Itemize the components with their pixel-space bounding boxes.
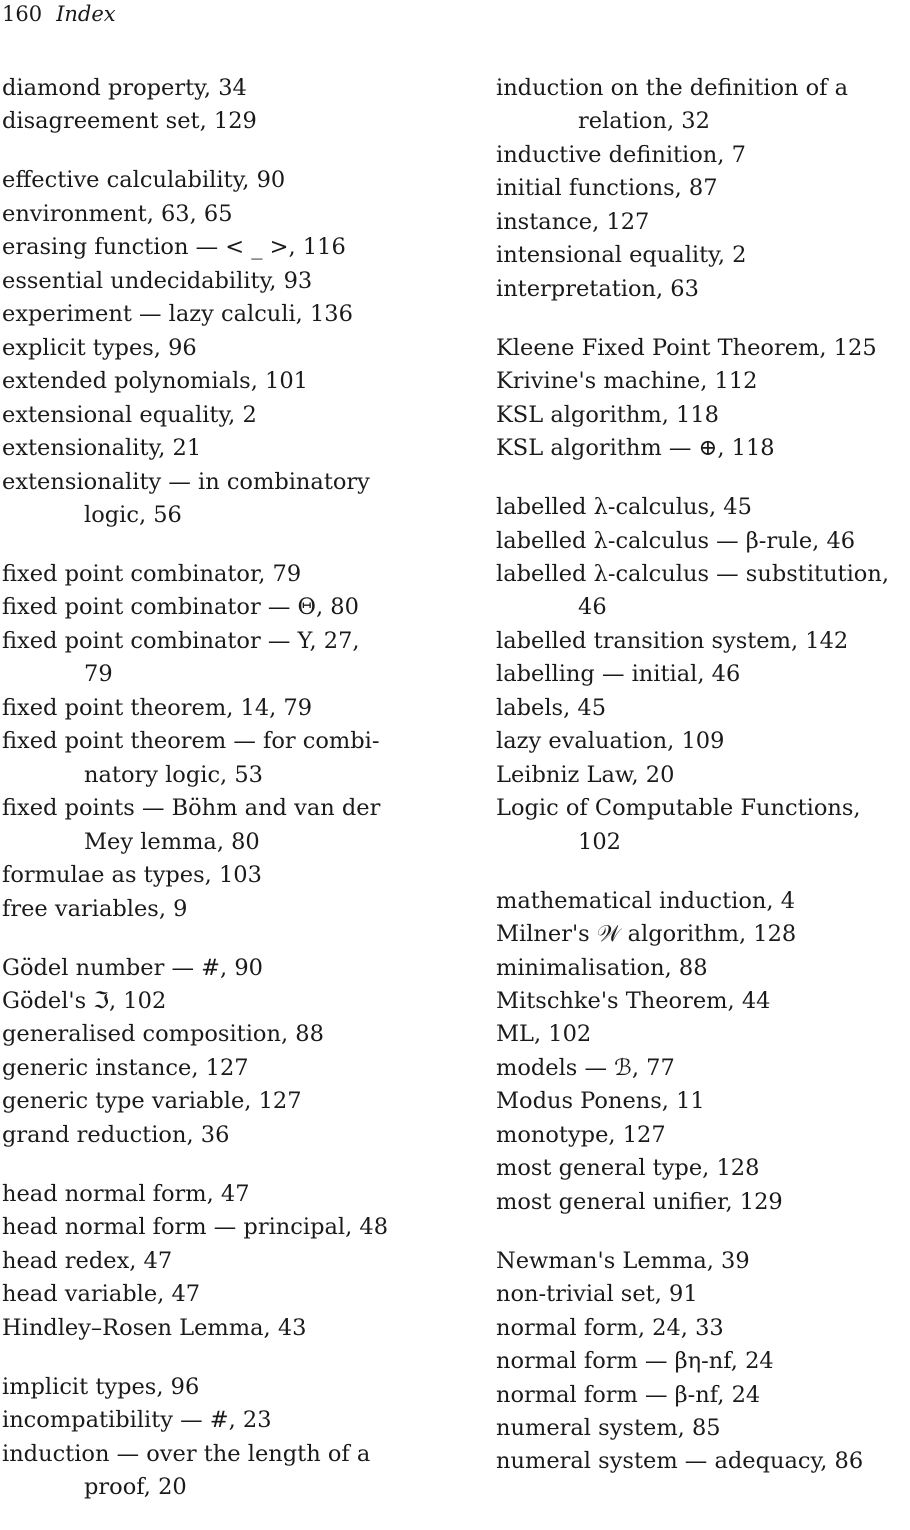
index-entry-continuation: 79	[84, 661, 113, 688]
index-letter-group	[2, 72, 402, 139]
index-entry	[2, 298, 402, 331]
index-entry-continuation: relation, 32	[578, 108, 710, 135]
index-entry	[2, 105, 402, 138]
index-entry-term: fixed point combinator — Y, 27,	[2, 627, 360, 654]
index-entry	[496, 1412, 910, 1445]
index-entry-term: fixed points — Böhm and van der	[2, 795, 381, 822]
index-entry-term: formulae as types, 103	[2, 862, 262, 889]
index-letter-group	[496, 72, 910, 306]
index-entry	[2, 72, 402, 105]
index-entry-term: experiment — lazy calculi, 136	[2, 301, 353, 328]
index-entry	[496, 1052, 910, 1085]
index-entry-term: Krivine's machine, 112	[496, 368, 758, 395]
index-entry-term: head normal form — principal, 48	[2, 1214, 389, 1241]
index-entry-term: induction on the definition of a	[496, 75, 849, 101]
index-entry	[496, 725, 910, 758]
index-entry	[2, 625, 402, 692]
index-entry-continuation: natory logic, 53	[84, 761, 263, 788]
index-letter-group	[2, 164, 402, 532]
index-entry	[496, 1119, 910, 1152]
index-entry	[496, 206, 910, 239]
index-entry	[2, 365, 402, 398]
index-entry	[2, 859, 402, 892]
index-entry	[2, 1404, 402, 1437]
index-entry	[2, 558, 402, 591]
index-entry	[2, 1278, 402, 1311]
index-entry	[2, 1119, 402, 1152]
index-entry-continuation: proof, 20	[84, 1473, 187, 1500]
index-entry-term: normal form, 24, 33	[496, 1314, 724, 1341]
index-entry	[496, 1245, 910, 1278]
index-entry-continuation: 102	[578, 828, 621, 855]
index-entry	[2, 1312, 402, 1345]
index-letter-group	[496, 491, 910, 859]
index-entry-continuation: Mey lemma, 80	[84, 828, 260, 855]
index-letter-group	[2, 1178, 402, 1345]
index-entry	[2, 432, 402, 465]
index-entry	[496, 72, 910, 139]
index-entry-term: disagreement set, 129	[2, 108, 257, 135]
index-entry-term: free variables, 9	[2, 895, 188, 922]
index-entry	[496, 1379, 910, 1412]
index-entry-term: labelled λ-calculus — substitution,	[496, 560, 889, 587]
index-entry-term: most general unifier, 129	[496, 1188, 783, 1215]
index-entry-term: implicit types, 96	[2, 1373, 200, 1400]
index-entry-term: head normal form, 47	[2, 1180, 250, 1207]
index-entry-term: essential undecidability, 93	[2, 267, 313, 294]
index-entry	[496, 952, 910, 985]
index-column-right	[496, 72, 910, 1504]
index-entry	[496, 432, 910, 465]
index-entry-term: initial functions, 87	[496, 175, 718, 202]
index-entry	[496, 525, 910, 558]
index-entry-term: Milner's 𝒲 algorithm, 128	[496, 921, 797, 948]
index-letter-group	[496, 332, 910, 466]
index-letter-group	[496, 885, 910, 1220]
index-entry-term: generic instance, 127	[2, 1054, 249, 1081]
index-entry-continuation: logic, 56	[84, 501, 182, 528]
index-entry	[2, 399, 402, 432]
index-entry-term: fixed point theorem, 14, 79	[2, 694, 313, 721]
index-entry-term: environment, 63, 65	[2, 200, 233, 227]
index-entry	[496, 985, 910, 1018]
index-entry	[496, 918, 910, 951]
index-entry	[496, 692, 910, 725]
index-entry-term: labelled λ-calculus — β-rule, 46	[496, 527, 856, 554]
index-entry-term: normal form — βη-nf, 24	[496, 1348, 774, 1375]
index-entry	[496, 1345, 910, 1378]
index-entry	[2, 466, 402, 533]
index-entry	[2, 1018, 402, 1051]
index-entry	[2, 1371, 402, 1404]
running-title: Index	[56, 2, 116, 26]
index-entry-term: Gödel's ℑ, 102	[2, 987, 167, 1014]
index-entry	[2, 231, 402, 264]
index-entry	[496, 1152, 910, 1185]
index-entry	[496, 625, 910, 658]
index-entry	[2, 591, 402, 624]
index-entry-term: instance, 127	[496, 208, 650, 235]
index-entry	[2, 332, 402, 365]
index-entry-term: normal form — β-nf, 24	[496, 1381, 761, 1408]
index-entry	[2, 1178, 402, 1211]
index-entry	[496, 1018, 910, 1051]
index-entry	[496, 365, 910, 398]
index-entry-term: grand reduction, 36	[2, 1121, 230, 1148]
index-entry-term: head redex, 47	[2, 1247, 173, 1274]
index-entry	[496, 1278, 910, 1311]
index-entry-term: fixed point combinator — Θ, 80	[2, 594, 359, 621]
index-entry-term: effective calculability, 90	[2, 167, 286, 194]
index-entry	[496, 792, 910, 859]
index-entry	[496, 558, 910, 625]
index-entry-term: inductive definition, 7	[496, 141, 746, 168]
index-entry-term: numeral system — adequacy, 86	[496, 1448, 864, 1475]
index-entry-term: Leibniz Law, 20	[496, 761, 675, 788]
index-entry	[496, 399, 910, 432]
index-entry-term: minimalisation, 88	[496, 954, 708, 981]
index-entry-term: generic type variable, 127	[2, 1088, 302, 1115]
index-entry	[496, 1085, 910, 1118]
index-entry	[496, 332, 910, 365]
index-entry-term: generalised composition, 88	[2, 1021, 324, 1048]
index-entry	[2, 725, 402, 792]
index-entry-term: fixed point combinator, 79	[2, 560, 302, 587]
index-entry-term: labels, 45	[496, 694, 607, 721]
index-entry-term: interpretation, 63	[496, 275, 699, 302]
index-entry	[496, 1186, 910, 1219]
index-entry-term: Gödel number — #, 90	[2, 954, 263, 981]
index-entry-term: fixed point theorem — for combi-	[2, 728, 380, 755]
index-entry	[496, 273, 910, 306]
index-entry	[496, 139, 910, 172]
index-entry	[496, 658, 910, 691]
index-entry-term: labelling — initial, 46	[496, 661, 741, 688]
index-entry	[496, 172, 910, 205]
index-entry	[2, 952, 402, 985]
index-entry-term: Mitschke's Theorem, 44	[496, 987, 771, 1014]
index-entry-term: Modus Ponens, 11	[496, 1088, 705, 1115]
index-entry	[2, 692, 402, 725]
index-entry-term: extensionality — in combinatory	[2, 468, 370, 495]
index-entry-term: non-trivial set, 91	[496, 1281, 698, 1308]
index-letter-group	[2, 1371, 402, 1505]
index-entry	[496, 1445, 910, 1478]
index-entry-term: extensional equality, 2	[2, 401, 257, 428]
index-entry-term: KSL algorithm, 118	[496, 401, 719, 428]
index-entry-term: explicit types, 96	[2, 334, 197, 361]
index-entry	[2, 1438, 402, 1505]
index-entry	[2, 1052, 402, 1085]
index-entry-term: KSL algorithm — ⊕, 118	[496, 435, 775, 462]
index-entry-term: labelled transition system, 142	[496, 627, 849, 654]
index-entry-term: incompatibility — #, 23	[2, 1407, 272, 1434]
index-entry-term: Kleene Fixed Point Theorem, 125	[496, 334, 877, 361]
index-entry	[2, 198, 402, 231]
index-entry	[496, 885, 910, 918]
index-entry	[2, 1245, 402, 1278]
index-entry-continuation: 46	[578, 594, 607, 621]
index-column-left	[2, 72, 402, 1530]
index-entry-term: mathematical induction, 4	[496, 887, 796, 914]
index-entry	[2, 164, 402, 197]
index-entry	[496, 759, 910, 792]
index-entry-term: induction — over the length of a	[2, 1440, 371, 1467]
index-letter-group	[2, 952, 402, 1153]
index-entry-term: models — ℬ, 77	[496, 1054, 675, 1081]
running-head	[2, 0, 116, 28]
index-entry-term: Logic of Computable Functions,	[496, 795, 861, 822]
index-entry	[496, 491, 910, 524]
index-entry-term: most general type, 128	[496, 1155, 760, 1182]
index-entry-term: monotype, 127	[496, 1121, 666, 1148]
index-entry-term: lazy evaluation, 109	[496, 728, 725, 755]
index-entry-term: labelled λ-calculus, 45	[496, 494, 752, 521]
index-letter-group	[496, 1245, 910, 1479]
index-letter-group	[2, 558, 402, 926]
index-entry	[2, 985, 402, 1018]
index-entry-term: Newman's Lemma, 39	[496, 1247, 750, 1274]
index-entry	[2, 893, 402, 926]
index-entry	[496, 239, 910, 272]
index-entry-term: diamond property, 34	[2, 75, 247, 101]
index-entry-term: extended polynomials, 101	[2, 368, 308, 395]
index-entry	[2, 265, 402, 298]
index-entry	[2, 1085, 402, 1118]
index-entry-term: ML, 102	[496, 1021, 592, 1048]
index-entry-term: erasing function — < _ >, 116	[2, 234, 346, 261]
index-entry	[2, 1211, 402, 1244]
index-entry-term: intensional equality, 2	[496, 242, 747, 269]
index-entry	[2, 792, 402, 859]
index-entry-term: Hindley–Rosen Lemma, 43	[2, 1314, 307, 1341]
index-entry-term: extensionality, 21	[2, 435, 202, 462]
index-entry-term: head variable, 47	[2, 1281, 201, 1308]
index-entry	[496, 1312, 910, 1345]
page-number: 160	[2, 2, 43, 26]
index-entry-term: numeral system, 85	[496, 1414, 721, 1441]
